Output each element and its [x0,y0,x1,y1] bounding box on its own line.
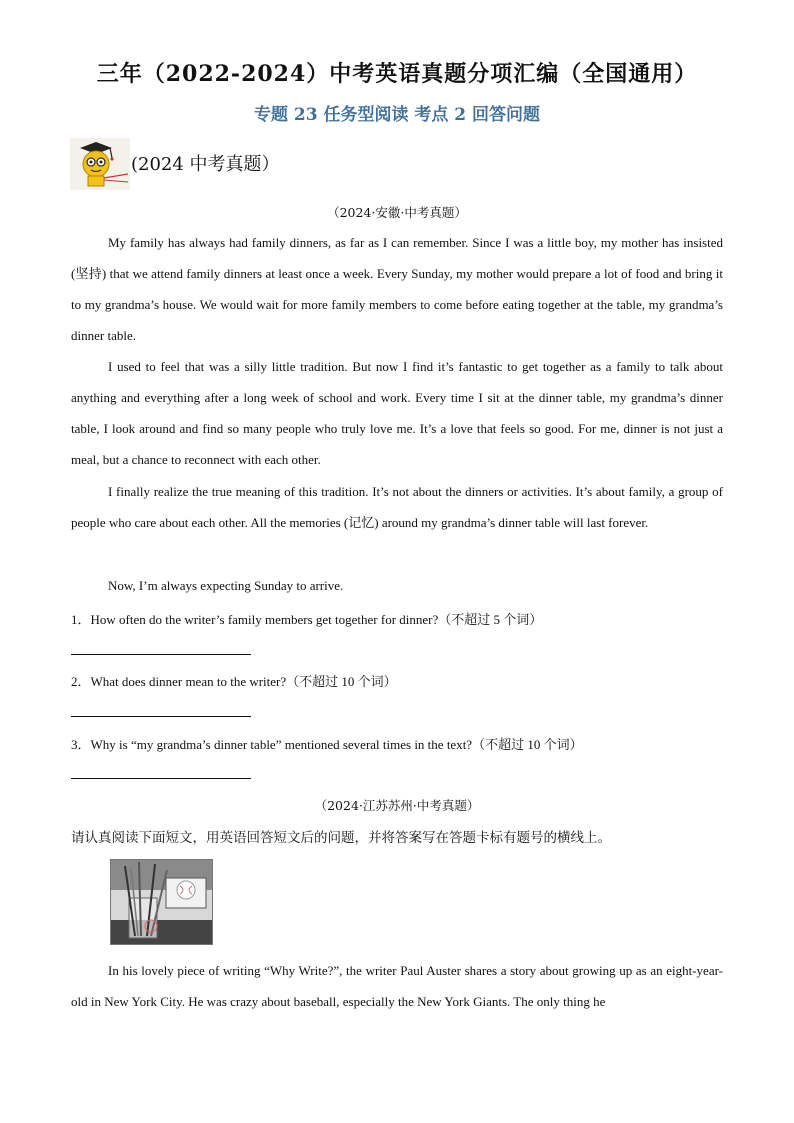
passage1-paragraph-2: I used to feel that was a silly little tradition. But now I find it’s fantastic to get together as a family to talk about anything and everything after a long week of school and work. Every time I sit at the dinner table, my grandma’s dinner table, I look around and find so many people who truly love me. It’s a love that feels so good. For me, dinner is not just a meal, but a chance to reconnect with each other. [71,359,723,467]
page-subtitle: 专题 23 任务型阅读 考点 2 回答问题 [253,105,541,125]
question-2: 2．What does dinner mean to the writer?（不超过 10 个词） [71,674,397,689]
section-heading: (2024 中考真题） [131,154,280,175]
pencils-in-glass-photo [110,859,213,945]
question-3: 3．Why is “my grandma’s dinner table” mentioned several times in the text?（不超过 10 个词） [71,737,583,752]
question-1: 1．How often do the writer’s family members get together for dinner?（不超过 5 个词） [71,612,543,627]
passage1-paragraph-1: My family has always had family dinners, as far as I can remember. Since I was a little boy, my mother has insisted (坚持) that we attend family dinners at least once a week. Every Sunday, my mother would prepare a lot of food and bring it to my grandma’s house. We would wait for more family members to come before eating together at the table, my grandma’s dinner table. [71,235,723,343]
passage1-source: （2024·安徽·中考真题） [327,205,467,220]
answer-blank-1[interactable] [71,654,251,655]
passage1-paragraph-4: Now, I’m always expecting Sunday to arrive. [108,578,344,593]
graduate-cartoon-icon [70,138,130,190]
passage2-instruction: 请认真阅读下面短文，用英语回答短文后的问题，并将答案写在答题卡标有题号的横线上。 [71,830,611,846]
passage1-paragraph-3: I finally realize the true meaning of this tradition. It’s not about the dinners or activities. It’s about family, a group of people who care about each other. All the memories (记忆) around my grandma’s dinner table will last forever. [71,484,723,530]
page-title: 三年（2022-2024）中考英语真题分项汇编（全国通用） [96,61,698,87]
answer-blank-3[interactable] [71,778,251,779]
passage2-source: （2024·江苏苏州·中考真题） [314,798,480,813]
answer-blank-2[interactable] [71,716,251,717]
passage2-paragraph-1: In his lovely piece of writing “Why Write?”, the writer Paul Auster shares a story about growing up as an eight-year-old in New York City. He was crazy about baseball, especially the New York Giants. The only thing he [71,963,723,1009]
